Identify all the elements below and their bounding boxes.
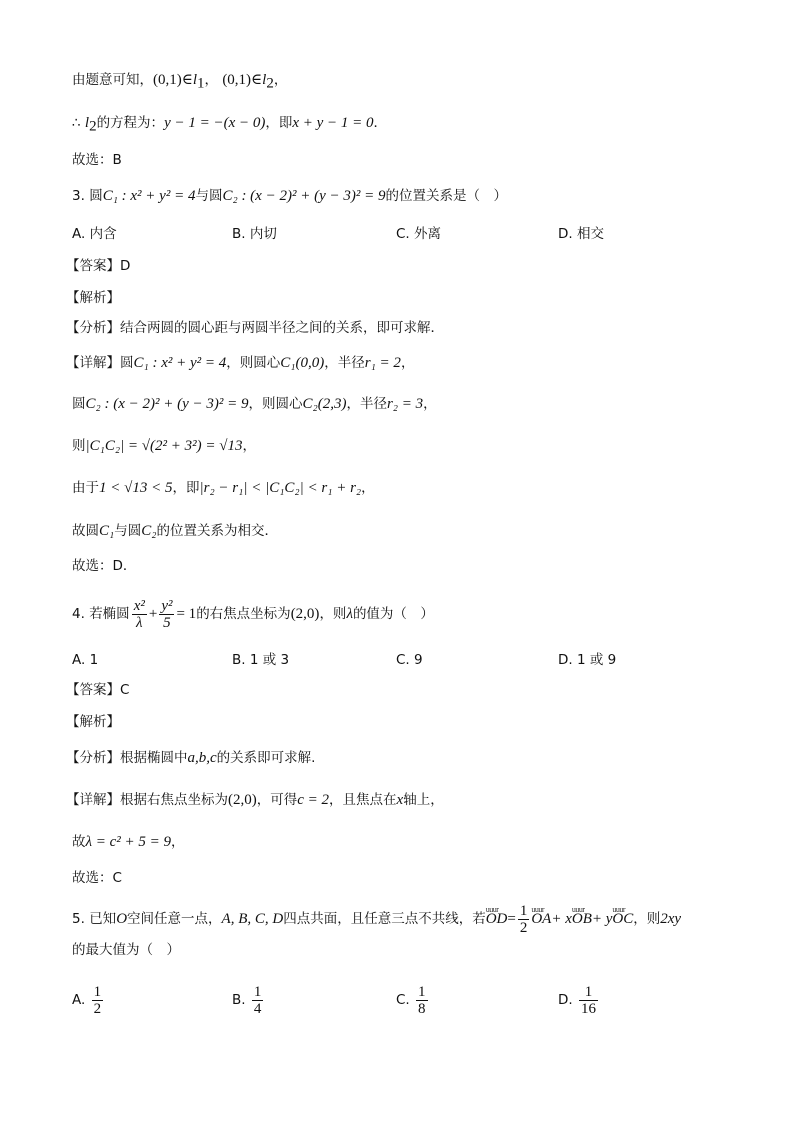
q3-detail-2 — [72, 394, 437, 414]
text: 的位置关系是（ ） — [385, 188, 507, 204]
option-text: 外离 — [414, 226, 442, 242]
answer-tag: 【答案】 — [66, 258, 120, 274]
question-number: 5. — [72, 911, 85, 927]
subscript: 2 — [266, 75, 274, 92]
equation: C₂ : (x − 2)² + (y − 3)² = 9 — [222, 188, 386, 204]
equals: = — [507, 911, 516, 927]
option-label: B. — [232, 652, 246, 668]
text: ， — [171, 834, 185, 850]
text: 与圆 — [195, 188, 223, 204]
text: 的关系即可求解. — [216, 750, 316, 766]
fraction-half — [518, 903, 530, 936]
analysis-tag: 【解析】 — [66, 290, 120, 306]
text: ，可得 — [256, 792, 298, 808]
detail-tag: 【详解】 — [66, 355, 120, 371]
option-fraction — [579, 984, 598, 1017]
q3-option-a — [72, 224, 117, 244]
therefore-symbol: ∴ — [72, 115, 81, 131]
q3-option-b — [232, 224, 277, 244]
text: 根据椭圆中 — [120, 750, 188, 766]
math: l — [262, 72, 267, 88]
subscript: 2 — [89, 118, 97, 135]
q3-option-d — [558, 224, 604, 244]
fenxi-tag: 【分析】 — [66, 320, 120, 336]
denominator: 2 — [93, 1000, 102, 1017]
equation: C₁ : x² + y² = 4 — [102, 188, 196, 204]
analysis-tag: 【解析】 — [66, 714, 120, 730]
math: a,b,c — [187, 750, 217, 766]
q4-stem — [72, 596, 434, 632]
text: 圆 — [120, 355, 134, 371]
text: 与圆 — [114, 523, 142, 539]
math: C₁ — [99, 523, 115, 539]
q3-option-c — [396, 224, 441, 244]
option-text: 内含 — [89, 226, 117, 242]
q3-fenxi — [66, 318, 444, 338]
numerator: 1 — [579, 984, 598, 1001]
q4-fenxi — [66, 748, 315, 768]
q4-option-d — [558, 650, 616, 670]
text: 的值为（ ） — [352, 606, 434, 622]
option-label: D. — [558, 226, 573, 242]
text: 根据右焦点坐标为 — [120, 792, 228, 808]
text: 由于 — [72, 480, 99, 496]
text: ，则 — [633, 911, 661, 927]
fraction-y — [159, 598, 174, 631]
intro-line-1 — [72, 70, 287, 94]
answer-tag: 【答案】 — [66, 682, 120, 698]
q4-detail-1 — [66, 790, 444, 810]
question-number: 4. — [72, 606, 85, 622]
equation: |C₁C₂| = √(2² + 3²) = √13 — [85, 438, 243, 454]
subscript: 1 — [197, 75, 205, 92]
q5-option-d — [558, 980, 600, 1020]
equation: λ = c² + 5 = 9 — [85, 834, 172, 850]
fenxi-text: 结合两圆的圆心距与两圆半径之间的关系，即可求解． — [120, 320, 444, 336]
option-text: 1 或 3 — [249, 652, 290, 668]
text: 故圆 — [72, 523, 99, 539]
fraction-x — [132, 598, 147, 631]
math: 2xy — [660, 911, 682, 927]
text: 已知 — [89, 911, 117, 927]
option-text: 相交 — [576, 226, 604, 242]
text: 圆 — [72, 396, 86, 412]
option-text: 1 或 9 — [576, 652, 617, 668]
math: + x — [551, 911, 572, 927]
equation: 1 < √13 < 5 — [99, 480, 173, 496]
option-label: C. — [396, 652, 410, 668]
option-label: D. — [558, 992, 573, 1008]
math: λ — [346, 606, 353, 622]
text: ，即 — [172, 480, 200, 496]
text: ，半径 — [346, 396, 387, 412]
question-number: 3. — [72, 188, 85, 204]
q3-detail-3 — [72, 436, 256, 456]
intro-answer: 故选：B — [72, 152, 122, 168]
text: 由题意可知， — [72, 72, 153, 88]
text: ，且焦点在 — [329, 792, 397, 808]
math: l — [192, 72, 198, 88]
denominator: 8 — [418, 1000, 426, 1017]
math: l — [84, 115, 90, 131]
q3-detail-4 — [72, 478, 375, 498]
denominator: 5 — [163, 614, 171, 631]
equation: C₁ : x² + y² = 4 — [133, 355, 227, 371]
denominator: 2 — [519, 919, 528, 936]
option-fraction — [416, 984, 428, 1017]
equation: r₁ = 2 — [364, 355, 401, 371]
q5-option-a — [72, 980, 105, 1020]
text: 的右焦点坐标为 — [196, 606, 291, 622]
q3-detail-5 — [72, 521, 278, 541]
equation: C₂ : (x − 2)² + (y − 3)² = 9 — [85, 396, 249, 412]
equation: C₂(2,3) — [302, 396, 347, 412]
text: ，则圆心 — [248, 396, 303, 412]
q4-option-a — [72, 650, 98, 670]
math: x — [396, 792, 404, 808]
text: ， — [204, 72, 219, 88]
math: (2,0) — [290, 606, 320, 622]
vector: uuur OD — [486, 900, 508, 938]
option-label: A. — [72, 992, 86, 1008]
math: (0,1)∈ — [222, 72, 263, 88]
q3-final: 故选：D． — [72, 558, 137, 574]
q4-option-c — [396, 650, 423, 670]
text: ，则 — [319, 606, 347, 622]
option-label: A. — [72, 652, 86, 668]
equation: r₂ = 3 — [386, 396, 424, 412]
option-label: C. — [396, 992, 410, 1008]
text: 的方程为： — [96, 115, 165, 131]
q5-option-c — [396, 980, 430, 1020]
denominator: λ — [136, 614, 143, 631]
option-label: A. — [72, 226, 86, 242]
q3-detail-1 — [66, 353, 414, 373]
intro-line-2 — [72, 113, 387, 137]
plus: + — [148, 606, 158, 622]
text: ． — [373, 115, 388, 131]
option-label: D. — [558, 652, 573, 668]
numerator: 1 — [93, 983, 102, 1000]
q5-option-b — [232, 980, 265, 1020]
equation: |r₂ − r₁| < |C₁C₂| < r₁ + r₂ — [199, 480, 362, 496]
option-text: 1 — [89, 652, 99, 668]
equation: c = 2 — [297, 792, 330, 808]
q3-stem — [72, 186, 507, 206]
text: ， — [400, 355, 415, 371]
vector: uuur OC — [612, 900, 633, 938]
denominator: 16 — [580, 1000, 596, 1017]
math: (0,1)∈ — [153, 72, 193, 88]
option-label: B. — [232, 226, 246, 242]
text: ， — [361, 480, 375, 496]
numerator: x² — [133, 597, 145, 614]
option-label: B. — [232, 992, 246, 1008]
denominator: 4 — [253, 1000, 262, 1017]
text: 故 — [72, 834, 86, 850]
vector: uuur OB — [572, 900, 592, 938]
text: ，则圆心 — [226, 355, 281, 371]
math: + y — [591, 911, 613, 927]
text: ， — [273, 72, 288, 88]
math: O — [116, 911, 128, 927]
text: ， — [423, 396, 437, 412]
fenxi-tag: 【分析】 — [66, 750, 120, 766]
math: A, B, C, D — [221, 911, 284, 927]
q4-option-b — [232, 650, 289, 670]
equation: = 1 — [176, 606, 197, 622]
option-text: 内切 — [249, 226, 277, 242]
option-text: 9 — [414, 652, 423, 668]
text: ，半径 — [324, 355, 365, 371]
math: (2,0) — [228, 792, 257, 808]
q4-answer — [66, 680, 129, 700]
answer-value: C — [120, 682, 130, 698]
numerator: 1 — [519, 902, 528, 919]
text: ，即 — [265, 115, 293, 131]
equation: y − 1 = −(x − 0) — [164, 115, 266, 131]
q3-answer — [66, 256, 130, 276]
q5-stem-cont: 的最大值为（ ） — [72, 942, 180, 958]
option-fraction — [252, 984, 264, 1017]
text: 若椭圆 — [89, 606, 130, 622]
numerator: 1 — [418, 983, 426, 1000]
text: 四点共面，且任意三点不共线，若 — [283, 911, 486, 927]
text: 轴上， — [403, 792, 444, 808]
q5-stem — [72, 900, 681, 938]
q4-final: 故选：C — [72, 870, 122, 886]
text: 则 — [72, 438, 86, 454]
option-label: C. — [396, 226, 410, 242]
text: 空间任意一点， — [127, 911, 222, 927]
vector: uuur OA — [531, 900, 551, 938]
option-fraction — [92, 984, 104, 1017]
text: 的位置关系为相交． — [156, 523, 278, 539]
math: C₂ — [141, 523, 157, 539]
detail-tag: 【详解】 — [66, 792, 120, 808]
answer-value: D — [120, 258, 131, 274]
text: 圆 — [89, 188, 103, 204]
equation: x + y − 1 = 0 — [292, 115, 374, 131]
equation: C₁(0,0) — [280, 355, 325, 371]
numerator: y² — [161, 597, 173, 614]
text: ， — [242, 438, 257, 454]
q4-detail-2 — [72, 832, 185, 852]
numerator: 1 — [253, 983, 262, 1000]
